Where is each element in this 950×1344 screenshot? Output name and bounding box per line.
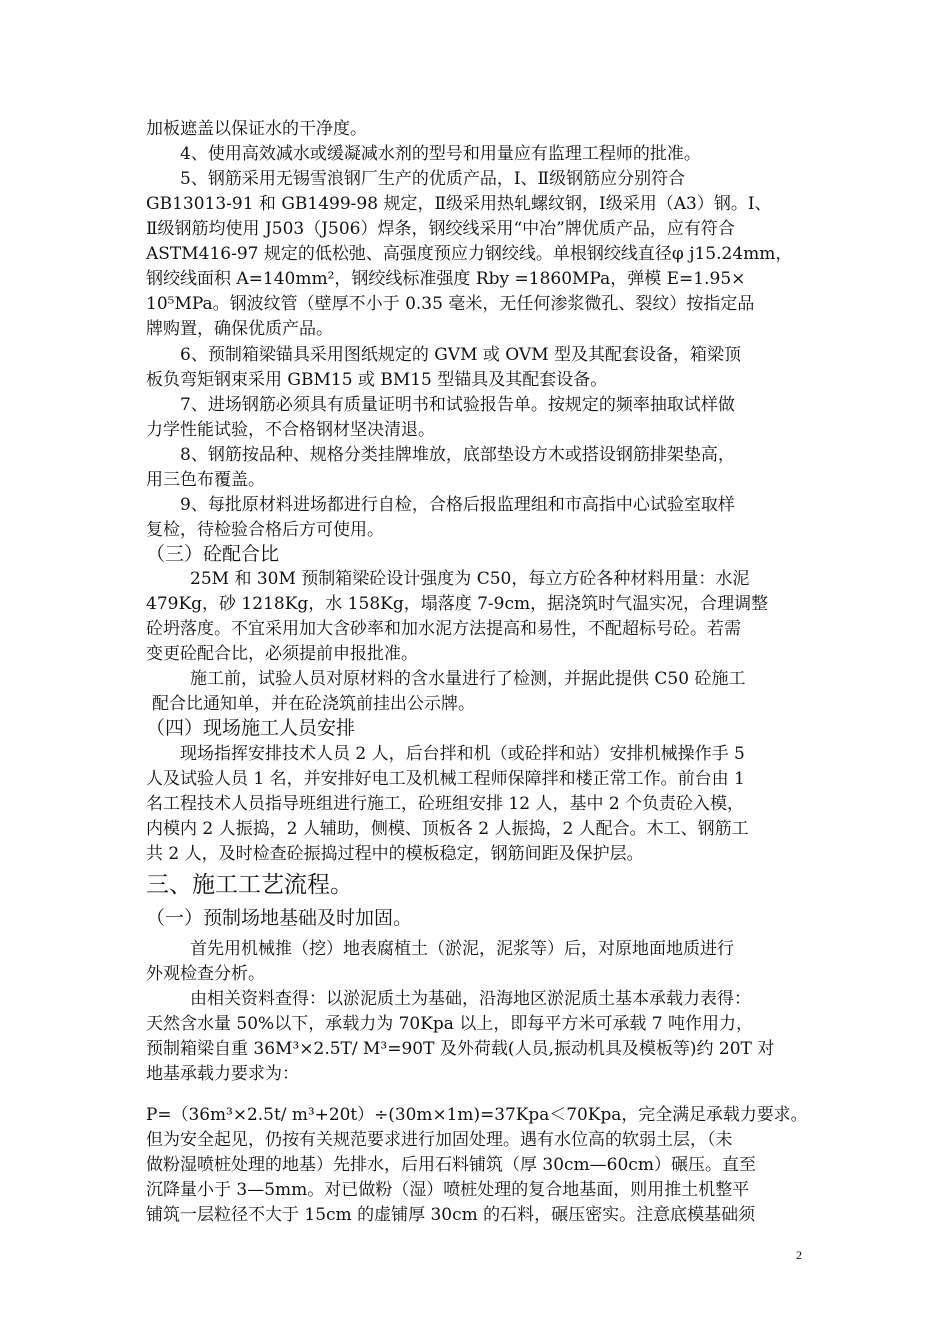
list-item-9: 9、每批原材料进场都进行自检，合格后报监理组和市高指中心试验室取样: [180, 495, 735, 515]
text-line: 479Kg，砂 1218Kg，水 158Kg，塌落度 7-9cm，据浇筑时气温实况，合理调整: [146, 594, 769, 614]
text-line: 首先用机械推（挖）地表腐植土（淤泥，泥浆等）后，对原地面地质进行: [190, 939, 734, 959]
text-line: 由相关资料查得：以淤泥质土为基础，沿海地区淤泥质土基本承载力表得：: [190, 989, 751, 1009]
text-line: 共 2 人，及时检查砼振捣过程中的模板稳定，钢筋间距及保护层。: [146, 844, 644, 864]
text-line: 施工前，试验人员对原材料的含水量进行了检测，并据此提供 C50 砼施工: [190, 669, 746, 689]
text-line: 板负弯矩钢束采用 GBM15 或 BM15 型锚具及其配套设备。: [146, 370, 608, 390]
section-heading: （一）预制场地基础及时加固。: [146, 907, 413, 929]
text-line: GB13013-91 和 GB1499-98 规定，Ⅱ级采用热轧螺纹钢，Ⅰ级采用（A3）钢。Ⅰ、: [146, 194, 772, 214]
list-item-7: 7、进场钢筋必须具有质量证明书和试验报告单。按规定的频率抽取试样做: [180, 395, 735, 415]
text-line: 现场指挥安排技术人员 2 人，后台拌和机（或砼拌和站）安排机械操作手 5: [180, 744, 745, 764]
text-line: 25M 和 30M 预制箱梁砼设计强度为 C50，每立方砼各种材料用量：水泥: [190, 569, 750, 589]
list-item-8: 8、钢筋按品种、规格分类挂牌堆放，底部垫设方木或搭设钢筋排架垫高，: [180, 445, 735, 465]
text-line: 变更砼配合比，必须提前申报批准。: [146, 644, 418, 664]
text-line: 人及试验人员 1 名，并安排好电工及机械工程师保障拌和楼正常工作。前台由 1: [146, 769, 745, 789]
text-line: 力学性能试验，不合格钢材坚决清退。: [146, 420, 435, 440]
text-line: 配合比通知单，并在砼浇筑前挂出公示牌。: [152, 694, 475, 714]
list-item-6: 6、预制箱梁锚具采用图纸规定的 GVM 或 OVM 型及其配套设备，箱梁顶: [180, 345, 742, 365]
page-number: 2: [796, 1248, 802, 1262]
section-heading: （四）现场施工人员安排: [146, 717, 356, 739]
text-line: Ⅱ级钢筋均使用 J503（J506）焊条，钢绞线采用“中冶”牌优质产品，应有符合: [146, 219, 735, 239]
chapter-heading: 三、施工工艺流程。: [146, 872, 353, 898]
text-line: 铺筑一层粒径不大于 15cm 的虚铺厚 30cm 的石料，碾压密实。注意底模基础须: [146, 1205, 756, 1225]
list-item-5: 5、钢筋采用无锡雪浪钢厂生产的优质产品，Ⅰ、Ⅱ级钢筋应分别符合: [180, 169, 686, 189]
text-line: 10⁵MPa。钢波纹管（壁厚不小于 0.35 毫米，无任何渗浆微孔、裂纹）按指定品: [146, 294, 755, 314]
text-line: 砼坍落度。不宜采用加大含砂率和加水泥方法提高和易性，不配超标号砼。若需: [146, 619, 741, 639]
section-heading: （三）砼配合比: [146, 543, 280, 565]
text-line: 预制箱梁自重 36M³×2.5T/ M³=90T 及外荷载(人员,振动机具及模板等)约 20T 对: [146, 1039, 775, 1059]
text-line: 名工程技术人员指导班组进行施工，砼班组安排 12 人，基中 2 个负责砼入模，: [146, 794, 745, 814]
text-line: 复检，待检验合格后方可使用。: [146, 520, 384, 540]
text-line: 加板遮盖以保证水的干净度。: [146, 119, 367, 139]
text-line: 牌购置，确保优质产品。: [146, 319, 333, 339]
text-line: 沉降量小于 3—5mm。对已做粉（湿）喷桩处理的复合地基面，则用推土机整平: [146, 1180, 750, 1200]
text-line: 用三色布覆盖。: [146, 470, 265, 490]
list-item-4: 4、使用高效减水或缓凝减水剂的型号和用量应有监理工程师的批准。: [180, 144, 701, 164]
text-line: 做粉湿喷桩处理的地基）先排水，后用石料铺筑（厚 30cm—60cm）碾压。直至: [146, 1155, 756, 1175]
text-line: 外观检查分析。: [146, 964, 265, 984]
text-line: 天然含水量 50%以下，承载力为 70Kpa 以上，即每平方米可承载 7 吨作用力，: [146, 1014, 753, 1034]
text-line: 但为安全起见，仍按有关规范要求进行加固处理。遇有水位高的软弱土层，（未: [146, 1130, 733, 1150]
text-line: 钢绞线面积 A=140mm²，钢绞线标准强度 Rby =1860MPa，弹模 E=1.95×: [146, 269, 746, 289]
text-line: 内模内 2 人振捣，2 人辅助，侧模、顶板各 2 人振捣，2 人配合。木工、钢筋工: [146, 819, 749, 839]
text-line: ASTM416-97 规定的低松弛、高强度预应力钢绞线。单根钢绞线直径φ j15.24mm，: [146, 244, 793, 264]
formula-line: P=（36m³×2.5t/ m³+20t）÷(30m×1m)=37Kpa＜70Kpa，完全满足承载力要求。: [146, 1105, 808, 1125]
text-line: 地基承载力要求为：: [146, 1064, 299, 1084]
